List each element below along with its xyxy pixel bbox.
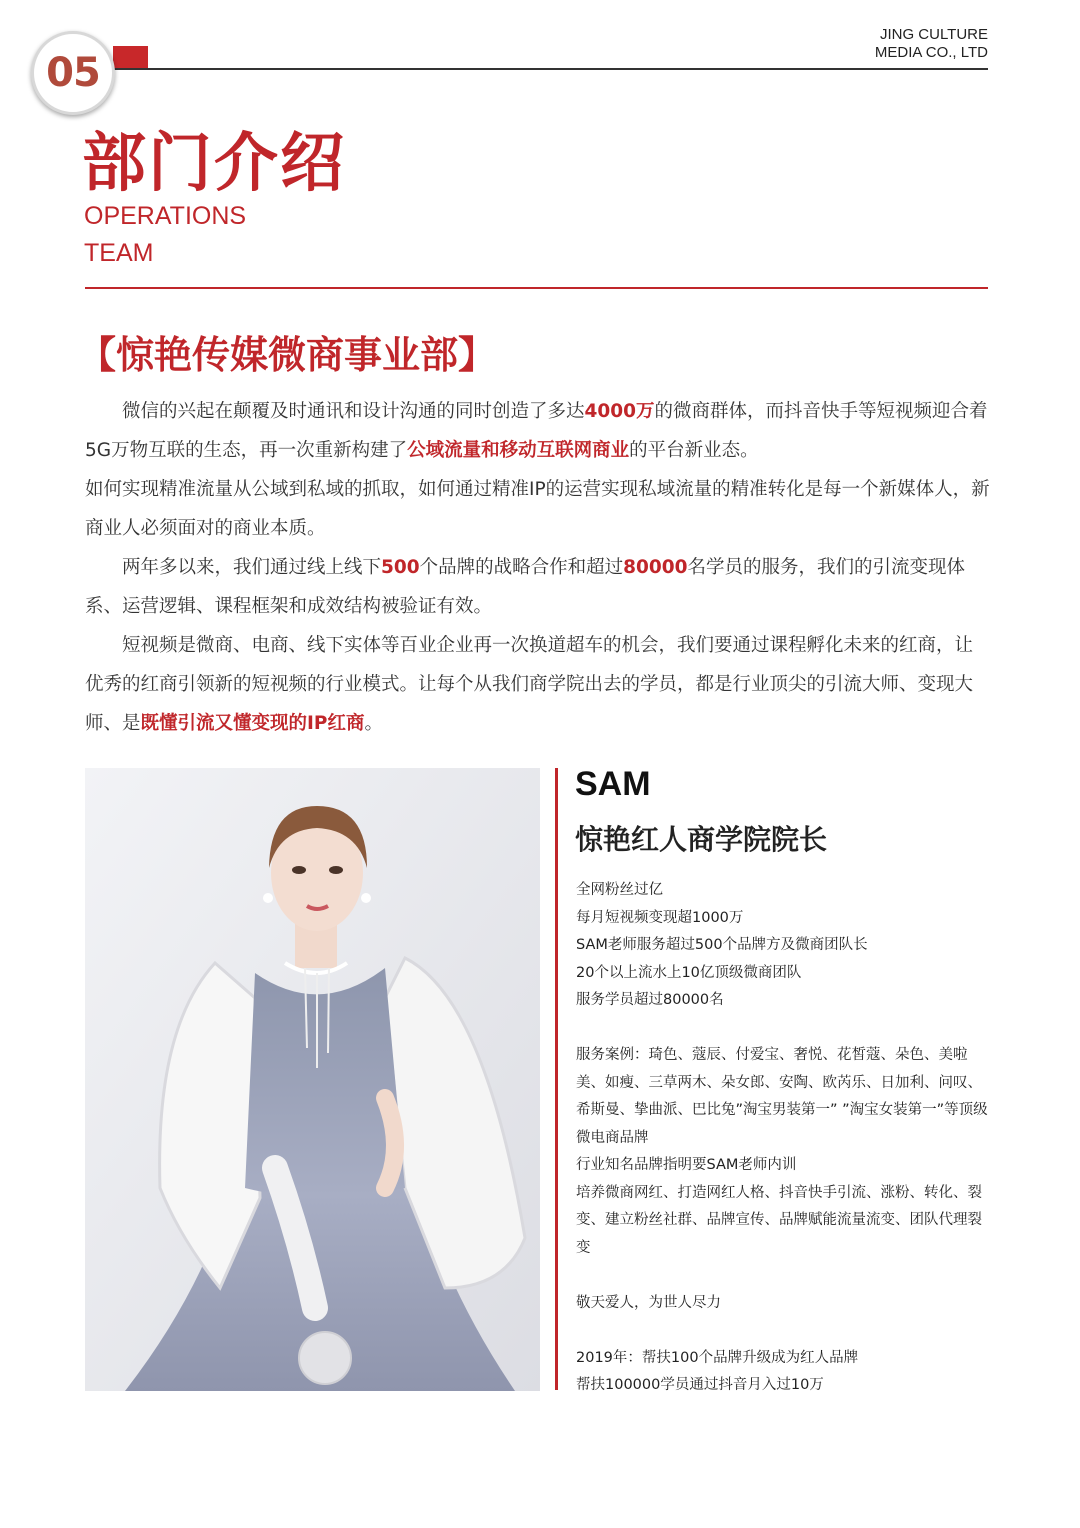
portrait-photo [85,768,540,1391]
profile-bio [576,877,988,1400]
text-run: 两年多以来，我们通过线上线下 [122,557,382,578]
company-line-1: JING CULTURE [879,26,988,43]
bio-cases: 服务案例：琦色、蔻辰、付爱宝、奢悦、花皙蔻、朵色、美啦美、如瘦、三草两木、朵女郎、安陶、欧芮乐、日加利、问叹、希斯曼、挚曲派、巴比兔”淘宝男装第一” ”淘宝女装第一”等顶级微电商品牌 [576,1047,988,1146]
profile-name: SAM [575,765,651,803]
paragraph-2: 如何实现精准流量从公域到私域的抓取，如何通过精准IP的运营实现私域流量的精准转化是每一个新媒体人，新商业人必须面对的商业本质。 [85,479,990,539]
paragraph-3 [85,548,990,626]
company-name [875,26,988,62]
text-run: 个品牌的战略合作和超过 [419,557,624,578]
highlight: 500 [381,557,420,578]
subtitle-line-2: TEAM [84,239,154,267]
company-line-2: MEDIA CO., LTD [874,44,988,61]
bio-stat: 每月短视频变现超1000万 [576,909,744,926]
page-title: 部门介绍 [82,127,346,201]
paragraph-4 [85,626,990,743]
bio-stat: SAM老师服务超过500个品牌方及微商团队长 [576,937,868,953]
text-run: 的微商群体，而抖音快手等短视频迎合着5G万物互联的生态，再一次重新构建了 [85,401,988,461]
portrait-illustration [85,768,540,1391]
header-red-tab [113,46,148,70]
bio-achievement: 2019年：帮扶100个品牌升级成为红人品牌 [576,1349,859,1366]
text-run: 。 [364,713,383,734]
header-rule [85,68,988,70]
page-number-badge [31,31,115,115]
section-divider [85,287,988,289]
bio-stat: 20个以上流水上10亿顶级微商团队 [576,964,802,981]
profile-role: 惊艳红人商学院院长 [575,823,828,856]
highlight: 公域流量和移动互联网商业 [407,440,630,461]
text-run: 短视频是微商、电商、线下实体等百业企业再一次换道超车的机会，我们要通过课程孵化未来的红商，让优秀的红商引领新的短视频的行业模式。让每个从我们商学院出去的学员，都是行业顶尖的引流大师、变现大师、是 [85,635,974,734]
page-subtitle [84,198,246,272]
highlight: 既懂引流又懂变现的IP红商 [140,713,365,734]
paragraph-1 [85,392,990,470]
bio-motto: 敬天爱人，为世人尽力 [576,1294,721,1311]
department-description [85,392,990,743]
highlight: 4000万 [584,401,655,422]
profile-divider [555,768,558,1390]
bio-training: 培养微商网红、打造网红人格、抖音快手引流、涨粉、转化、裂变、建立粉丝社群、品牌宣传、品牌赋能流量流变、团队代理裂变 [576,1184,982,1256]
highlight: 80000 [623,557,688,578]
text-run: 名学员的服务，我们的引流变现体系、运营逻辑、课程框架和成效结构被验证有效。 [85,557,966,617]
bio-achievement: 帮扶100000学员通过抖音月入过10万 [576,1377,824,1393]
text-run: 的平台新业态。 [629,440,759,461]
page-number: 05 [46,50,100,96]
bio-stat: 服务学员超过80000名 [576,992,724,1008]
department-heading: 【惊艳传媒微商事业部】 [78,333,497,377]
subtitle-line-1: OPERATIONS [84,202,247,230]
bio-stat: 全网粉丝过亿 [576,882,663,898]
text-run: 微信的兴起在颠覆及时通讯和设计沟通的同时创造了多达 [122,401,585,422]
bio-industry: 行业知名品牌指明要SAM老师内训 [576,1157,797,1173]
